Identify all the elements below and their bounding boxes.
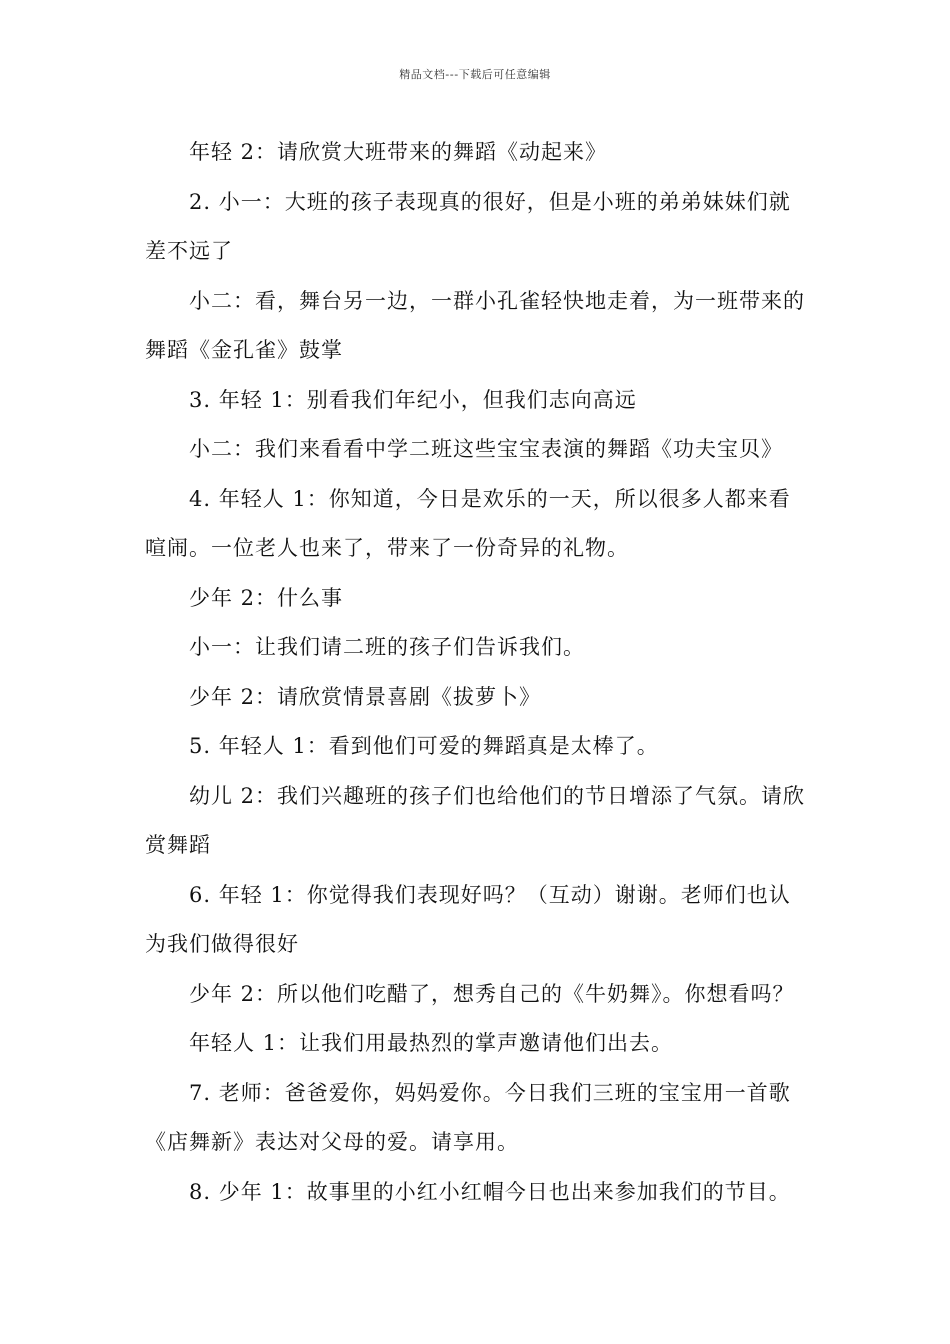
paragraph: 6. 年轻 1：你觉得我们表现好吗？（互动）谢谢。老师们也认为我们做得很好 <box>145 882 791 956</box>
paragraph: 8. 少年 1：故事里的小红小红帽今日也出来参加我们的节目。 <box>189 1179 791 1204</box>
paragraph: 3. 年轻 1：别看我们年纪小，但我们志向高远 <box>189 387 637 412</box>
paragraph: 5. 年轻人 1：看到他们可爱的舞蹈真是太棒了。 <box>189 734 659 758</box>
paragraph: 2. 小一：大班的孩子表现真的很好，但是小班的弟弟妹妹们就差不远了 <box>145 189 791 263</box>
paragraph: 年轻 2：请欣赏大班带来的舞蹈《动起来》 <box>189 140 608 164</box>
page-header: 精品文档---下载后可任意编辑 <box>399 68 551 81</box>
paragraph: 小二：看，舞台另一边，一群小孔雀轻快地走着，为一班带来的舞蹈《金孔雀》鼓掌 <box>145 288 805 362</box>
document-body <box>145 128 810 1217</box>
paragraph: 4. 年轻人 1：你知道，今日是欢乐的一天，所以很多人都来看喧闹。一位老人也来了，带来了一份奇异的礼物。 <box>145 486 791 560</box>
paragraph: 小一：让我们请二班的孩子们告诉我们。 <box>189 635 585 659</box>
paragraph: 年轻人 1：让我们用最热烈的掌声邀请他们出去。 <box>189 1031 674 1055</box>
paragraph: 少年 2：所以他们吃醋了，想秀自己的《牛奶舞》。你想看吗？ <box>189 981 795 1006</box>
paragraph: 少年 2：什么事 <box>189 585 344 610</box>
paragraph: 少年 2：请欣赏情景喜剧《拔萝卜》 <box>189 684 542 709</box>
paragraph: 幼儿 2：我们兴趣班的孩子们也给他们的节日增添了气氛。请欣赏舞蹈 <box>145 783 806 857</box>
paragraph: 7. 老师：爸爸爱你，妈妈爱你。今日我们三班的宝宝用一首歌《店舞新》表达对父母的爱。请享用。 <box>145 1080 791 1154</box>
paragraph: 小二：我们来看看中学二班这些宝宝表演的舞蹈《功夫宝贝》 <box>189 437 783 461</box>
